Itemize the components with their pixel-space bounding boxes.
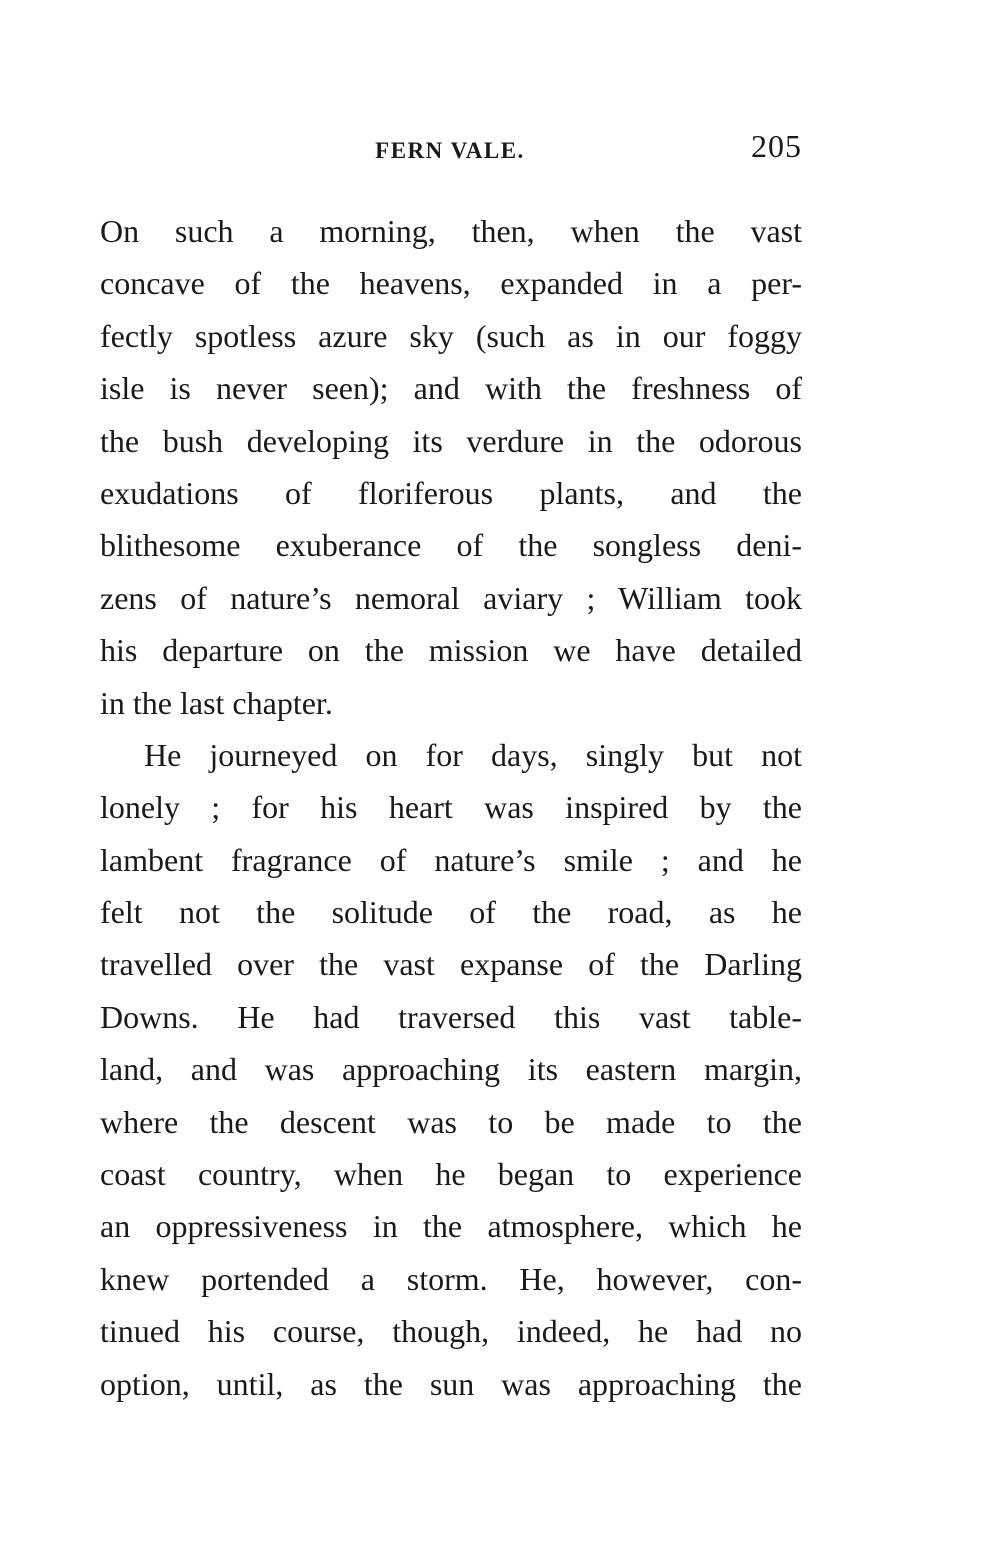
running-title: FERN VALE.: [375, 138, 525, 163]
paragraph-2: [100, 729, 802, 1410]
text-line: in the last chapter.: [100, 684, 333, 721]
text-line: isle is never seen); and with the freshness of: [100, 370, 802, 407]
text-line: coast country, when he began to experience: [100, 1156, 802, 1193]
text-line: exudations of floriferous plants, and the: [100, 474, 802, 511]
text-line: lonely ; for his heart was inspired by the: [100, 789, 802, 826]
text-line: tinued his course, though, indeed, he had no: [100, 1313, 802, 1350]
text-line: concave of the heavens, expanded in a per-: [100, 265, 802, 302]
text-line: land, and was approaching its eastern margin,: [100, 1051, 802, 1088]
text-line: zens of nature’s nemoral aviary ; William took: [100, 579, 802, 616]
text-line: On such a morning, then, when the vast: [100, 213, 802, 249]
text-line: an oppressiveness in the atmosphere, which he: [100, 1208, 802, 1245]
text-line: his departure on the mission we have detailed: [100, 632, 802, 669]
text-line: option, until, as the sun was approaching the: [100, 1365, 802, 1402]
text-line: He journeyed on for days, singly but not: [144, 736, 802, 773]
body-text: [100, 205, 802, 1410]
running-head: [98, 128, 802, 172]
text-line: the bush developing its verdure in the odorous: [100, 422, 802, 459]
text-line: Downs. He had traversed this vast table-: [100, 998, 802, 1035]
text-line: blithesome exuberance of the songless deni-: [100, 527, 802, 564]
text-line: lambent fragrance of nature’s smile ; and he: [100, 841, 802, 878]
text-line: where the descent was to be made to the: [100, 1103, 802, 1140]
page-number: 205: [751, 128, 802, 164]
text-line: fectly spotless azure sky (such as in our foggy: [100, 317, 802, 354]
paragraph-1: [100, 205, 802, 729]
text-line: travelled over the vast expanse of the Darling: [100, 946, 802, 983]
text-line: felt not the solitude of the road, as he: [100, 894, 802, 931]
text-line: knew portended a storm. He, however, con-: [100, 1260, 802, 1297]
